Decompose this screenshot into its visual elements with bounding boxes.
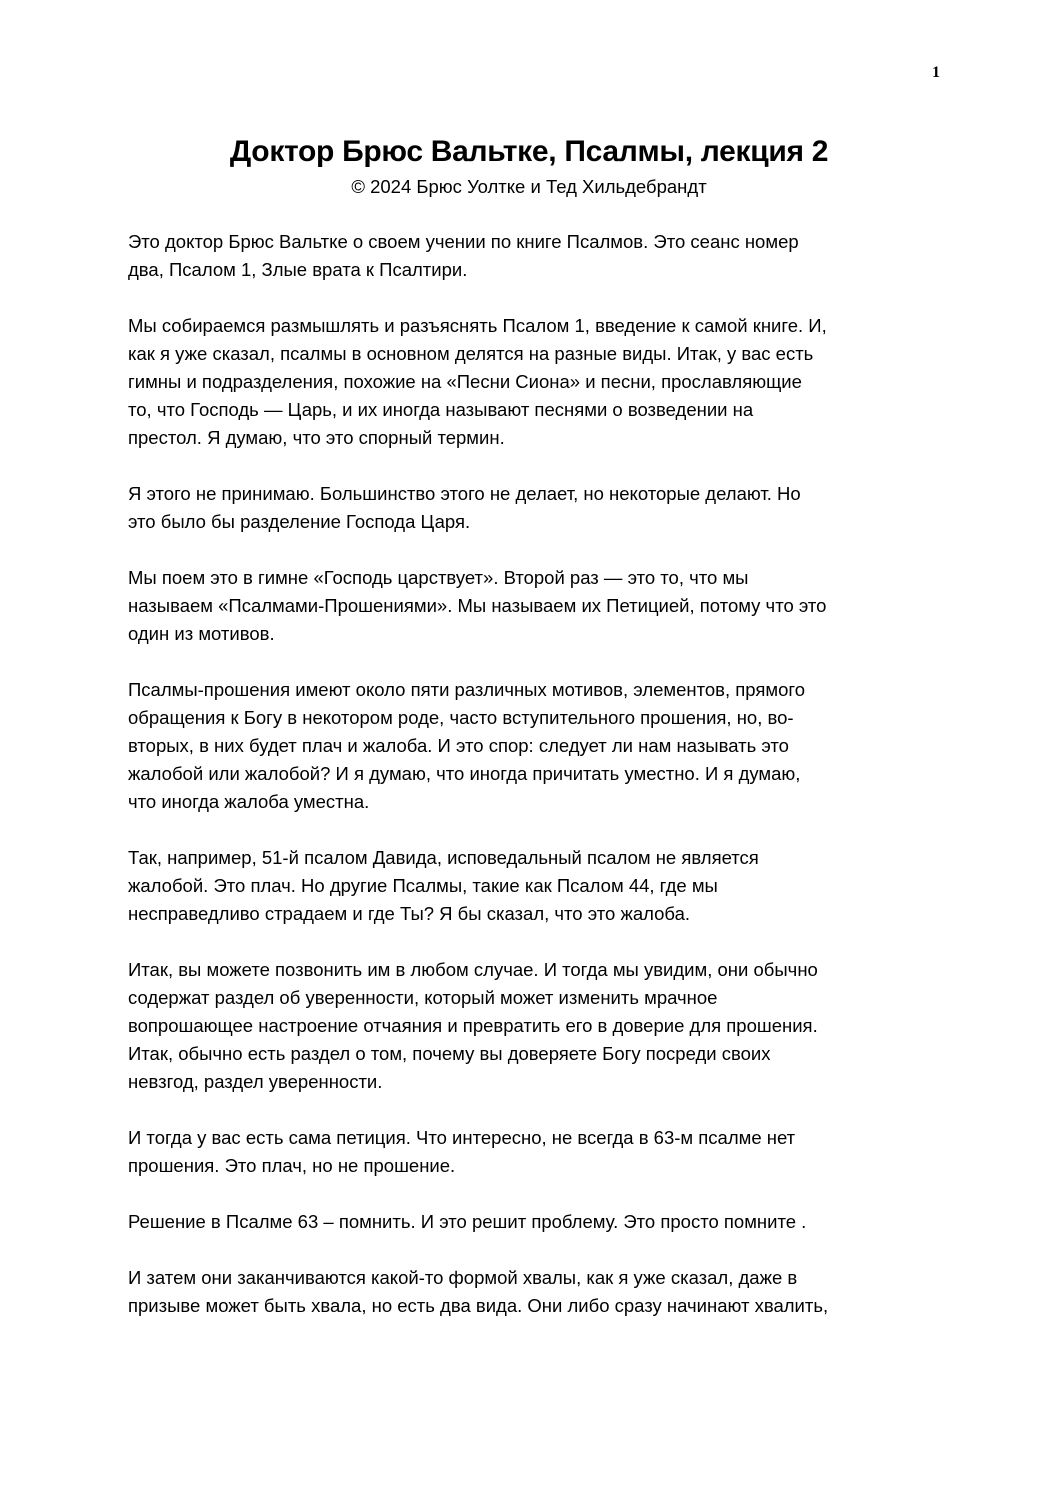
paragraph: Я этого не принимаю. Большинство этого не делает, но некоторые делают. Но это было бы разделение Господа Царя. [128,483,801,532]
page-number: 1 [932,64,940,81]
paragraph: Итак, вы можете позвонить им в любом случае. И тогда мы увидим, они обычно содержат раздел об уверенности, который может изменить мрачное вопрошающее настроение отчаяния и превратить его в доверие для прошения. Итак, обычно есть раздел о том, почему вы доверяете Богу посреди своих невзгод, раздел уверенности. [128,959,818,1092]
document-body [128,228,934,1348]
document-title: Доктор Брюс Вальтке, Псалмы, лекция 2 [229,135,829,168]
paragraph: Мы поем это в гимне «Господь царствует». Второй раз — это то, что мы называем «Псалмами-Прошениями». Мы называем их Петицией, потому что это один из мотивов. [128,567,827,644]
paragraph: Мы собираемся размышлять и разъяснять Псалом 1, введение к самой книге. И, как я уже сказал, псалмы в основном делятся на разные виды. Итак, у вас есть гимны и подразделения, похожие на «Песни Сиона» и песни, прославляющие то, что Господь — Царь, и их иногда называют песнями о возведении на престол. Я думаю, что это спорный термин. [128,315,827,448]
paragraph: Так, например, 51-й псалом Давида, исповедальный псалом не является жалобой. Это плач. Но другие Псалмы, такие как Псалом 44, где мы несправедливо страдаем и где Ты? Я бы сказал, что это жалоба. [128,847,759,924]
paragraph: И тогда у вас есть сама петиция. Что интересно, не всегда в 63-м псалме нет прошения. Это плач, но не прошение. [128,1127,796,1176]
paragraph: Решение в Псалме 63 – помнить. И это решит проблему. Это просто помните . [128,1211,807,1232]
paragraph: Псалмы-прошения имеют около пяти различных мотивов, элементов, прямого обращения к Богу в некотором роде, часто вступительного прошения, но, во- вторых, в них будет плач и жалоба. И это спор: следует ли нам называть это жалобой или жалобой? И я думаю, что иногда причитать уместно. И я думаю, что иногда жалоба уместна. [128,679,806,812]
copyright-line: © 2024 Брюс Уолтке и Тед Хильдебрандт [351,176,707,197]
paragraph: Это доктор Брюс Вальтке о своем учении по книге Псалмов. Это сеанс номер два, Псалом 1, Злые врата к Псалтири. [128,231,799,280]
paragraph: И затем они заканчиваются какой-то формой хвалы, как я уже сказал, даже в призыве может быть хвала, но есть два вида. Они либо сразу начинают хвалить, [128,1267,829,1316]
